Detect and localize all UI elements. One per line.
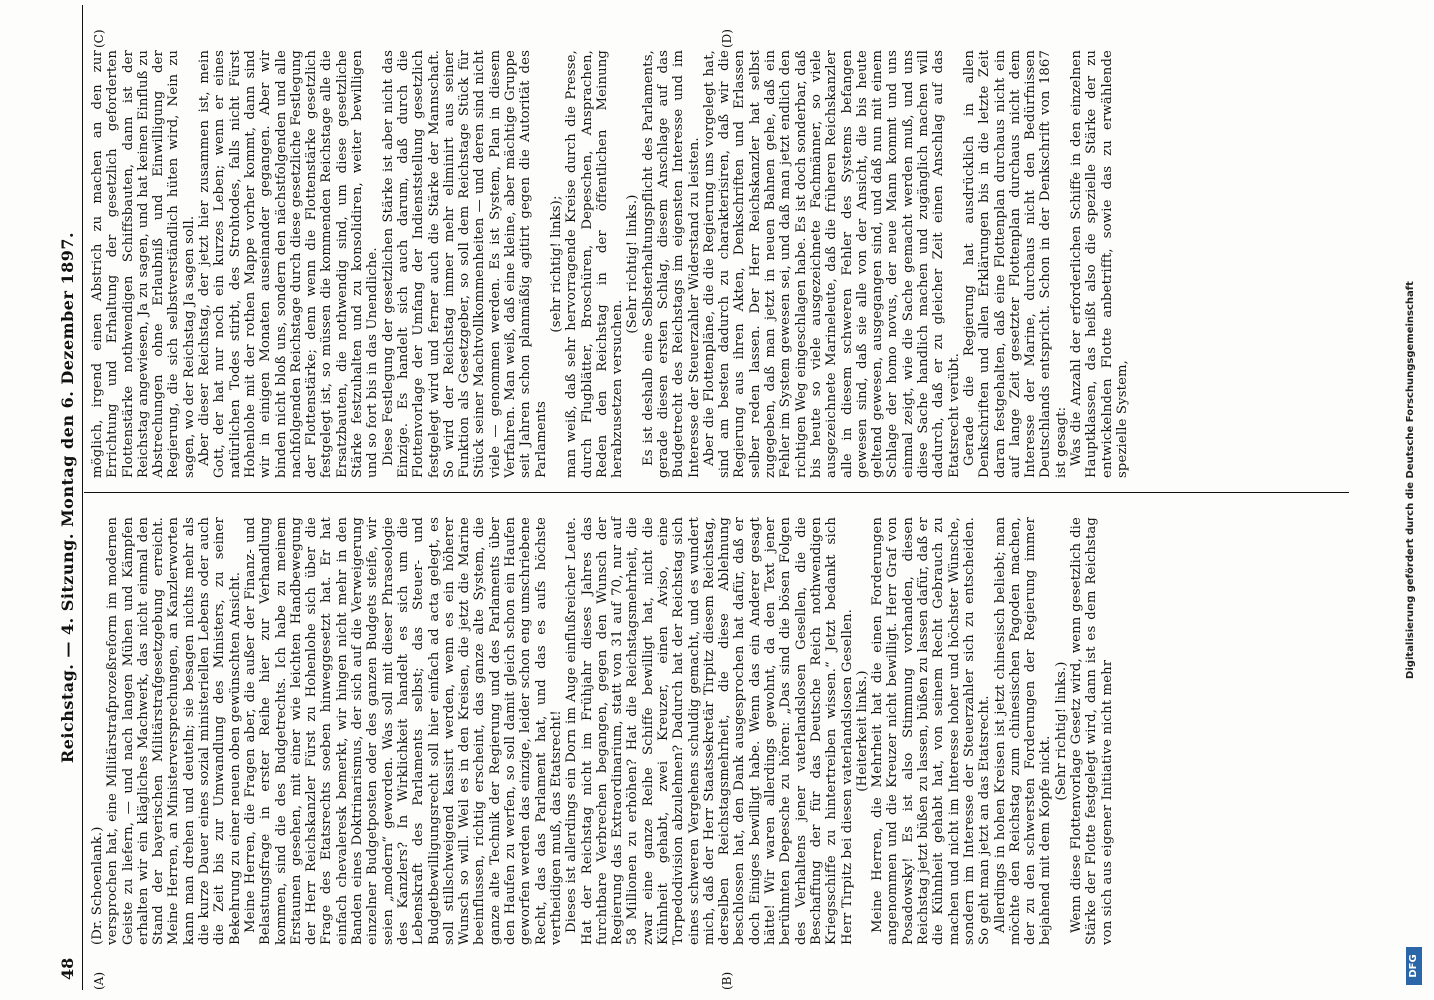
margin-marker-c: (C) bbox=[92, 29, 106, 48]
left-column bbox=[90, 517, 1115, 945]
paragraph: Aber dieser Reichstag, der jetzt hier zusammen ist, mein Gott, der hat nur noch ein kurzes Leben; wenn er eines natürlichen Todes stirbt, des Strohtodes, falls nicht Fürst Hohenlohe mit der rothen Mappe vorher kommt, dann sind wir in einigen Monaten auseinander gegangen. Aber wir binden nicht bloß uns, sondern den nächstfolgenden und alle nachfolgenden Reichstage durch diese gesetzliche Festlegung der Flottenstärke; denn wenn die Flottenstärke gesetzlich festgelegt ist, so müssen die kommenden Reichstage alle die Ersatzbauten, die nothwendig sind, um diese gesetzliche Stärke festzuhalten und zu konsolidiren, weiter bewilligen und so fort bis in das Unendliche. bbox=[197, 50, 381, 478]
paragraph: man weiß, daß sehr hervorragende Kreise durch die Presse, durch Flugblätter, Broschüren, Depeschen, Ansprachen, Reden den Reichstag in der öffentlichen Meinung herabzusetzen versuchen. bbox=[564, 50, 626, 478]
paragraph: Aber die Flottenpläne, die die Regierung uns vorgelegt hat, sind am besten dadurch zu charakterisiren, daß wir die Regierung aus ihren Akten, Denkschriften und Erlassen selber reden lassen. Der Herr Reichskanzler hat selbst zugegeben, daß man jetzt in neuen Bahnen gehe, daß ein Fehler im System gewesen sei, und daß man jetzt endlich den richtigen Weg eingeschlagen habe. Es ist doch sonderbar, daß bis heute so viele ausgezeichnete Fachmänner, so viele ausgezeichnete Marineleute, daß die früheren Reichskanzler alle in diesem schweren Fehler des Systems befangen gewesen sind, daß sie alle von der Ansicht, die bis heute geltend gewesen, ausgegangen sind, und daß nun mit einem Schlage der homo novus, der neue Mann kommt und uns einmal zeigt, wie die Sache gemacht werden muß, und uns diese Sache handlich machen und zugänglich machen will dadurch, daß er zu gleicher Zeit einen Anschlag auf das Etatsrecht verübt. bbox=[701, 50, 962, 478]
header-rule bbox=[82, 5, 83, 990]
right-column bbox=[90, 50, 1130, 478]
margin-marker-a: (A) bbox=[92, 971, 106, 990]
paragraph: Meine Herren, die Mehrheit hat die einen Forderungen angenommen und die Kreuzer nicht bewilligt. Herr Graf von Posadowsky! Es ist also Stimmung vorhanden, diesen Reichstag jetzt büßen zu lassen, büßen zu lassen dafür, daß er die Kühnheit gehabt hat, von seinem Recht Gebrauch zu machen und nicht im Interesse hoher und höchster Wünsche, sondern im Interesse der Steuerzahler sich zu entscheiden. So geht man jetzt an das Etatsrecht. bbox=[870, 517, 993, 945]
page-title: Reichstag. — 4. Sitzung. Montag den 6. Dezember 1897. bbox=[58, 231, 77, 764]
dfg-logo-icon: DFG bbox=[1406, 947, 1422, 985]
interjection: (Sehr richtig! links.) bbox=[625, 194, 641, 334]
paragraph: Diese Festlegung der gesetzlichen Stärke ist aber nicht das Einzige. Es handelt sich auch darum, daß durch die Flottenvorlage der Umfang der Indienststellung gesetzlich festgelegt wird und ferner auch die Stärke der Mannschaft. So wird der Reichstag immer mehr eliminirt aus seiner Funktion als Gesetzgeber, so soll dem Reichstage Stück für Stück seiner Machtvollkommenheiten — und deren sind nicht viele — genommen werden. Es ist System, Plan in diesem Verfahren. Man weiß, daß eine kleine, aber mächtige Gruppe seit Jahren schon planmäßig agitirt gegen die Autorität des Parlaments bbox=[380, 50, 549, 478]
paragraph: Allerdings in hohen Kreisen ist jetzt chinesisch beliebt; man möchte den Reichstag zum chinesischen Pagoden machen, der zu den schwersten Forderungen der Regierung immer bejahend mit dem Kopfe nickt. bbox=[992, 517, 1054, 945]
interjection: (Heiterkeit links.) bbox=[854, 670, 870, 792]
paragraph: möglich, irgend einen Abstrich zu machen an den zur Errichtung und Erhaltung der gesetzlich geforderten Flottenstärke nothwendigen Schiffsbauten, dann ist der Reichstag angewiesen, Ja zu sagen, und hat keinen Einfluß zu Abstrechungen ohne Erlaubniß und Einwilligung der Regierung, die sich selbstverständlich hüten wird, Nein zu sagen, wo der Reichstag Ja sagen soll. bbox=[90, 50, 197, 478]
page-header bbox=[58, 5, 80, 990]
interjection: (sehr richtig! links); bbox=[548, 195, 564, 333]
paragraph: Dieses ist allerdings ein Dorn im Auge einflußreicher Leute. Hat der Reichstag nicht im Frühjahr dieses Jahres das furchtbare Verbrechen begangen, gegen den Wunsch der Regierung das Extraordinarium, statt von 31 auf 70, nur auf 58 Millionen zu erhöhen? Hat die Reichstagsmehrheit, die zwar eine ganze Reihe Schiffe bewilligt hat, nicht die Kühnheit gehabt, zwei Kreuzer, einen Aviso, eine Torpedodivision abzulehnen? Dadurch hat der Reichstag sich eines schweren Vergehens schuldig gemacht, und es wundert mich, daß der Herr Staatssekretär Tirpitz diesem Reichstag, derselben Reichstagsmehrheit, die diese Ablehnung beschlossen hat, den Dank ausgesprochen hat dafür, daß er doch Einiges bewilligt habe. Wenn das ein Anderer gesagt hätte! Wir waren allerdings gewohnt, da den Text jener berühmten Depesche zu hören: „Das sind die bösen Folgen des Verhaltens jener vaterlandslosen Gesellen, die die Beschaffung der für das Deutsche Reich nothwendigen Kriegsschiffe zu hintertreiben wissen.“ Jetzt bedankt sich Herr Tirpitz bei diesen vaterlandslosen Gesellen. bbox=[564, 517, 855, 945]
digitization-credit: Digitalisierung gefördert durch die Deutsche Forschungsgemeinschaft bbox=[1405, 281, 1416, 679]
paragraph: versprochen hat, eine Militärstrafprozeßreform im modernen Geiste zu liefern, — und nach langen Mühen und Kämpfen erhalten wir ein klägliches Machwerk, das nicht einmal den Stand der bayerischen Militärstrafgesetzgebung erreicht. Meine Herren, an Ministerversprechungen, an Kanzlerworten kann man drehen und deuteln; sie besagen nichts mehr als die kurze Dauer eines sozial ministeriellen Lebens oder auch die Zeit bis zur Umwandlung des Ministers, zu seiner Bekehrung zu einer neuen oben gewünschten Ansicht. bbox=[105, 517, 243, 945]
paragraph: Was die Anzahl der erforderlichen Schiffe in den einzelnen Hauptklassen, das heißt also die spezielle Stärke der zu entwickelnden Flotte anbetrifft, sowie das zu erwählende spezielle System, bbox=[1069, 50, 1130, 478]
paragraph: Gerade die Regierung hat ausdrücklich in allen Denkschriften und allen Erklärungen bis in die letzte Zeit daran festgehalten, daß eine Flottenplan durchaus nicht ein auf lange Zeit gesetzter Flottenplan durchaus nicht dem Interesse der Marine, durchaus nicht den Bedürfnissen Deutschlands entspricht. Schon in der Denkschrift von 1867 ist gesagt: bbox=[961, 50, 1069, 478]
page-number: 48 bbox=[58, 957, 77, 980]
margin-marker-d: (D) bbox=[720, 29, 734, 48]
column-divider bbox=[84, 492, 1349, 493]
speaker-label: (Dr. Schoenlank.) bbox=[90, 826, 105, 945]
paragraph: Es ist deshalb eine Selbsterhaltungspflicht des Parlaments, gerade diesen ersten Schlag, diesem Anschlage auf das Budgetrecht des Reichstags im eigensten Interesse und im Interesse der Steuerzahler Widerstand zu leisten. bbox=[640, 50, 702, 478]
paragraph: Wenn diese Flottenvorlage Gesetz wird, wenn gesetzlich die Stärke der Flotte festgelegt wird, dann ist es dem Reichstag von sich aus eigener Initiative nicht mehr bbox=[1069, 517, 1115, 945]
paragraph: Meine Herren, die Fragen aber, die außer der Finanz- und Belastungsfrage in erster Reihe hier zur Verhandlung kommen, sind die des Budgetrechts. Ich habe zu meinem Erstaunen gesehen, mit einer wie leichten Handbewegung der Herr Reichskanzler Fürst zu Hohenlohe sich über die Frage des Etatsrechts soeben hinweggesetzt hat. Er hat einfach chevaleresk bemerkt, wir hingen nicht mehr in den Banden eines Doktrinarismus, der sich auf die Verweigerung einzelner Budgetposten oder des ganzen Budgets steife, wir seien „modern“ geworden. Was soll mit dieser Phraseologie des Kanzlers? In Wirklichkeit handelt es sich um die Lebenskraft des Parlaments selbst; das Steuer- und Budgetbewilligungsrecht soll hier einfach ad acta gelegt, es soll stillschweigend kassirt werden, wenn es ein höherer Wunsch so will. Weil es in den Kreisen, die jetzt die Marine beeinflussen, richtig erscheint, das ganze alte System, die ganze alte Technik der Regierung und des Parlaments über den Haufen zu werfen, so soll damit gleich schon ein Haufen geworfen werden das einzige, leider schon eng umschriebene Recht, das das Parlament hat, und das es aufs höchste vertheidigen muß, das Etatsrecht! bbox=[242, 517, 564, 945]
margin-marker-b: (B) bbox=[720, 971, 734, 990]
interjection: (Sehr richtig! links.) bbox=[1053, 661, 1069, 801]
